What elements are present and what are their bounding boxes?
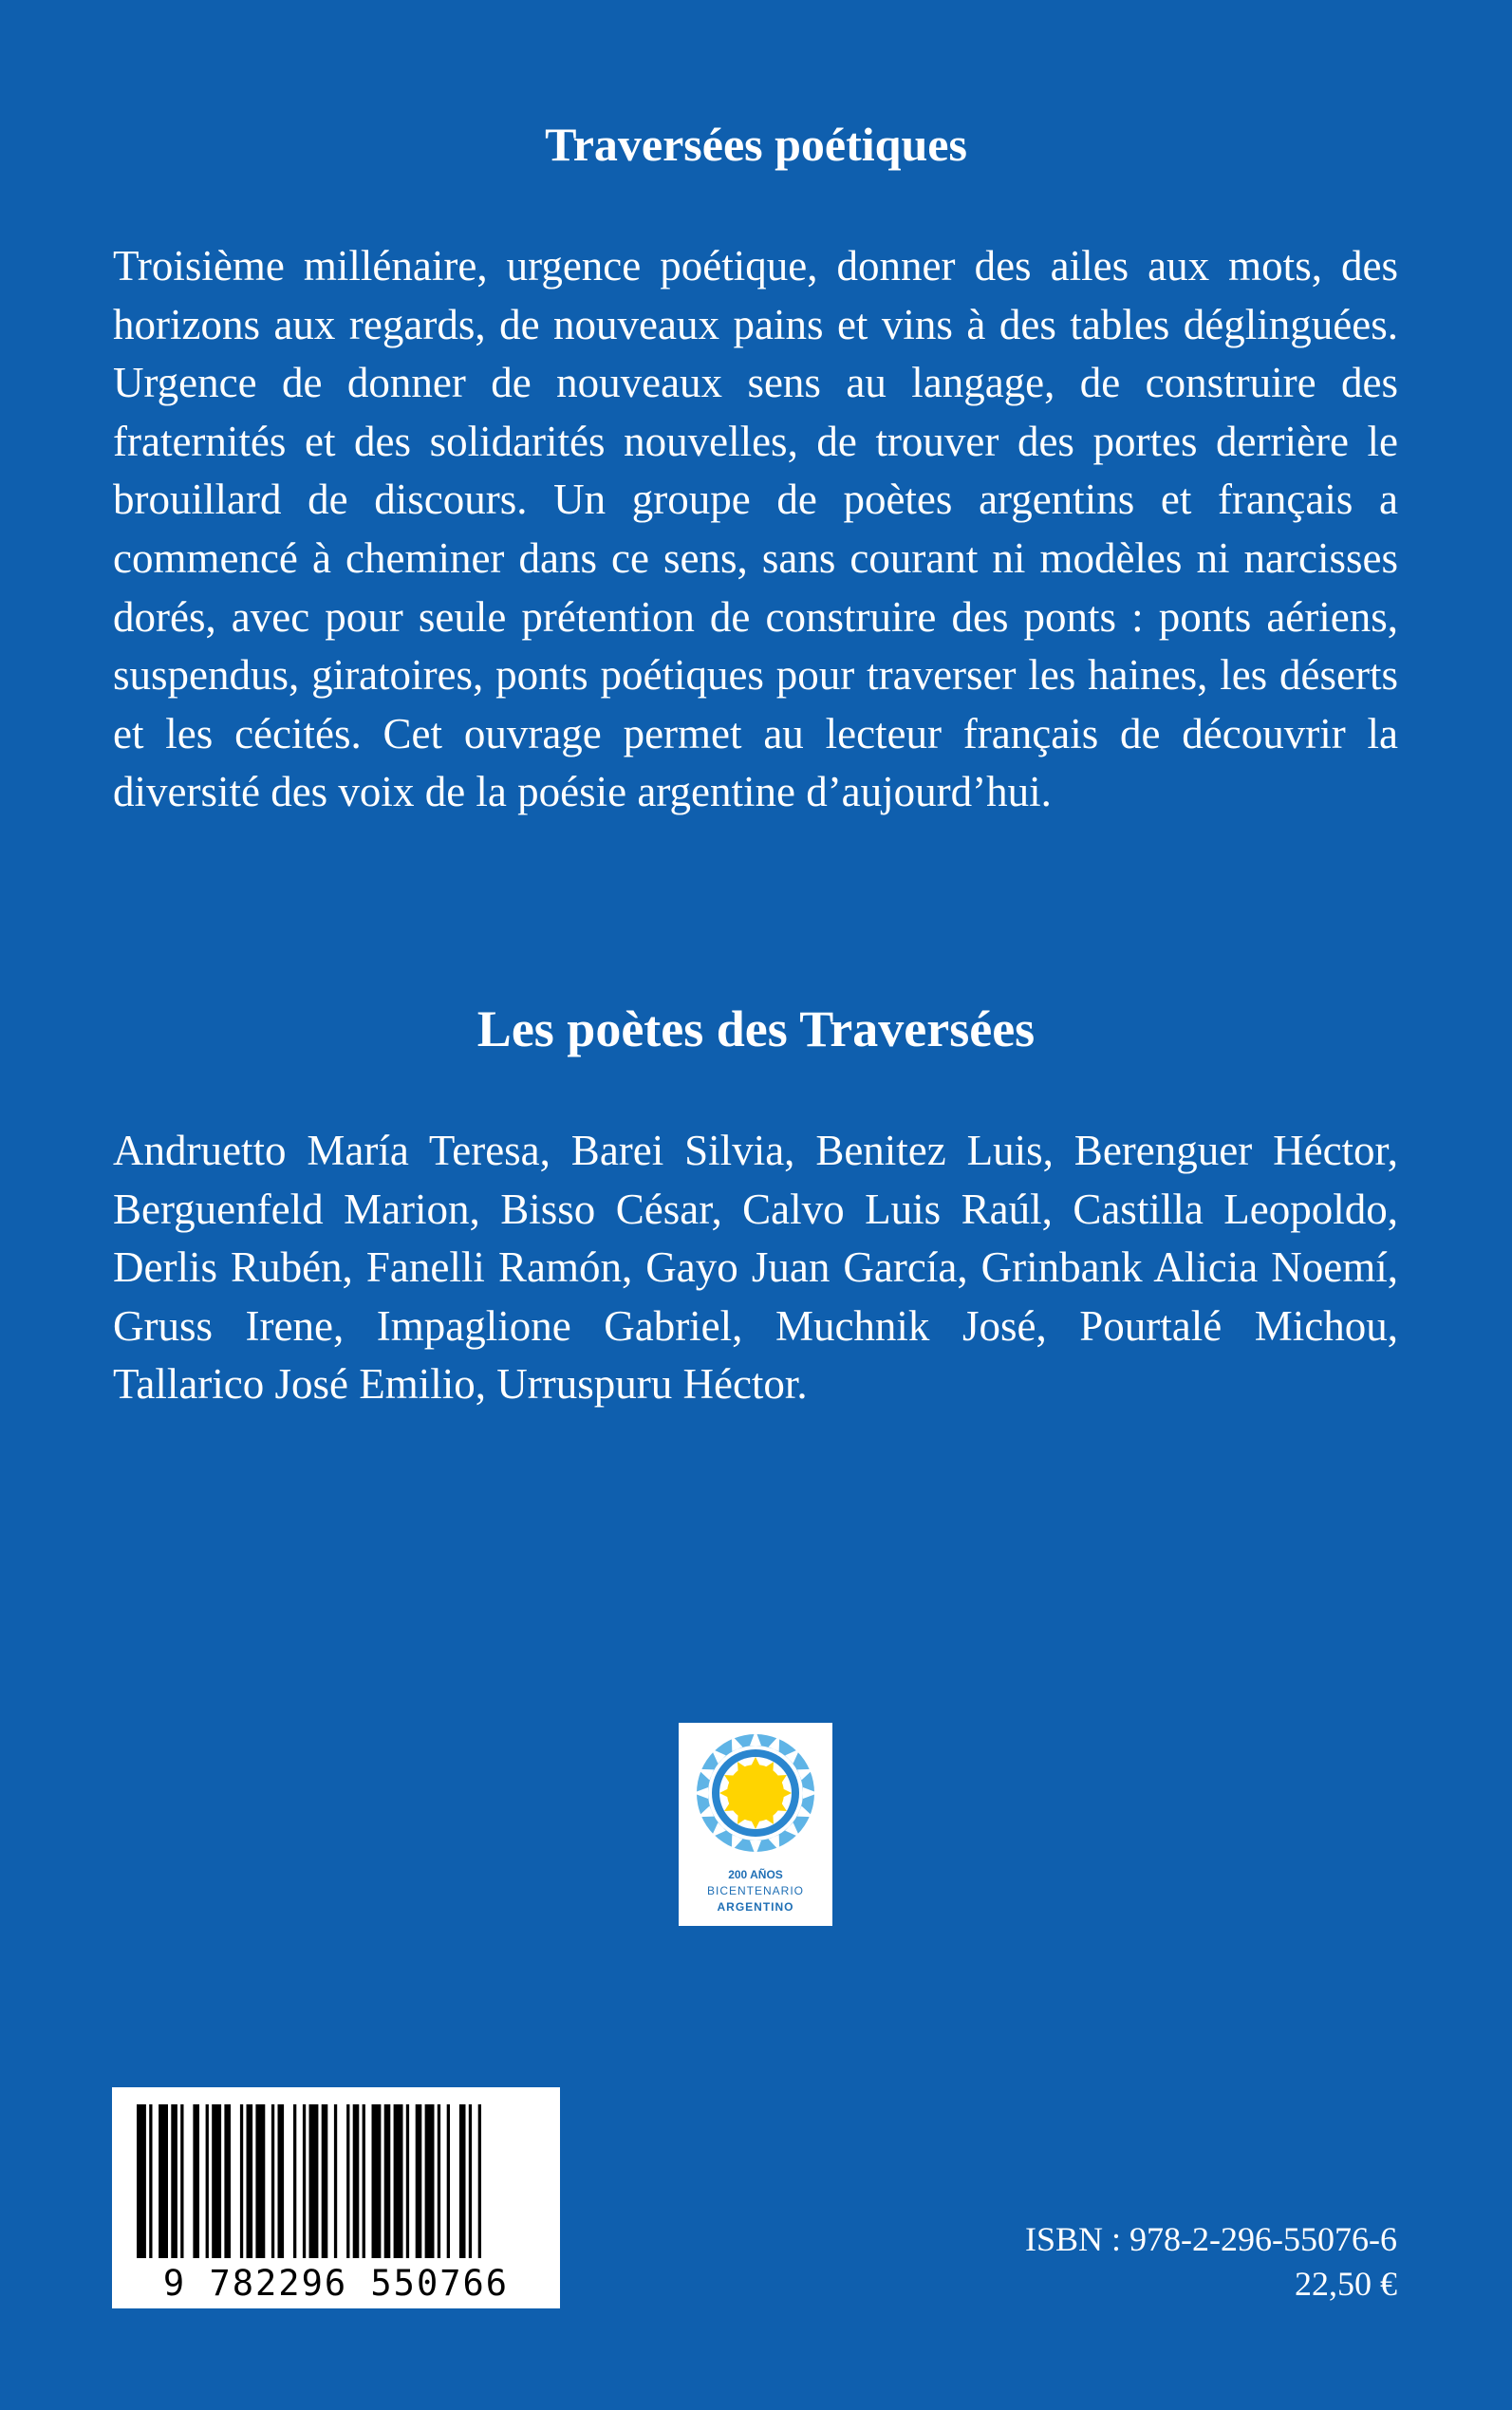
- barcode-bar: [363, 2104, 365, 2258]
- poets-heading: Les poètes des Traversées: [476, 1000, 1036, 1057]
- logo-text-bicentenario: BICENTENARIO: [706, 1884, 805, 1897]
- barcode-bar: [346, 2104, 349, 2258]
- barcode-bar: [459, 2104, 466, 2258]
- barcode-bar: [478, 2104, 481, 2258]
- barcode-bar: [406, 2104, 409, 2258]
- barcode-bar: [159, 2104, 168, 2258]
- barcode-bar: [353, 2104, 360, 2258]
- price: 22,50 €: [1295, 2265, 1397, 2303]
- barcode-bar: [212, 2104, 221, 2258]
- barcode-bar: [271, 2104, 274, 2258]
- barcode-bar: [255, 2104, 265, 2258]
- barcode-bar: [171, 2104, 177, 2258]
- barcode-bar: [149, 2104, 152, 2258]
- isbn-number: ISBN : 978-2-296-55076-6: [1025, 2220, 1397, 2258]
- barcode-bar: [447, 2104, 450, 2258]
- barcode-bar: [438, 2104, 440, 2258]
- barcode-digits: 9 782296 550766: [116, 2265, 556, 2303]
- barcode-bar: [425, 2104, 435, 2258]
- blurb-paragraph: Troisième millénaire, urgence poétique, donner des ailes aux mots, des horizons aux regards, de nouveaux pains et vins à des tables déglinguées. Urgence de donner de nouveaux sens au langage, de construire des fraternités et des solidarités nouvelles, de trouver des portes derrière le brouillard de discours. Un groupe de poètes argentins et français a commencé à cheminer dans ce sens, sans courant ni modèles ni narcisses dorés, avec pour seule prétention de construire des ponts : ponts aériens, suspendus, giratoires, ponts poétiques pour traverser les haines, les déserts et les cécités. Cet ouvrage permet au lecteur français de découvrir la diversité des voix de la poésie argentine d’aujourd’hui.: [113, 242, 1398, 816]
- logo-text-years: 200 AÑOS: [728, 1868, 783, 1881]
- book-title: Traversées poétiques: [545, 118, 967, 171]
- barcode-bar: [180, 2104, 183, 2258]
- bicentenario-sun-icon: [679, 1723, 832, 1926]
- barcode-bar: [469, 2104, 472, 2258]
- barcode-bar: [278, 2104, 285, 2258]
- barcode-bar: [309, 2104, 319, 2258]
- barcode-bar: [240, 2104, 243, 2258]
- barcode-bar: [303, 2104, 306, 2258]
- barcode-bar: [416, 2104, 422, 2258]
- barcode-bar: [384, 2104, 391, 2258]
- barcode-bar: [334, 2104, 337, 2258]
- barcode-bar: [322, 2104, 328, 2258]
- bicentenario-logo: [679, 1723, 832, 1926]
- barcode-bar: [247, 2104, 253, 2258]
- barcode-bar: [193, 2104, 199, 2258]
- logo-text-argentino: ARGENTINO: [717, 1900, 794, 1914]
- barcode-bar: [394, 2104, 403, 2258]
- barcode: [112, 2087, 560, 2308]
- barcode-bar: [372, 2104, 382, 2258]
- barcode-bar: [224, 2104, 231, 2258]
- poets-list: Andruetto María Teresa, Barei Silvia, Benitez Luis, Berenguer Héctor, Berguenfeld Marion, Bisso César, Calvo Luis Raúl, Castilla Leopoldo, Derlis Rubén, Fanelli Ramón, Gayo Juan García, Grinbank Alicia Noemí, Gruss Irene, Impaglione Gabriel, Muchnik José, Pourtalé Michou, Tallarico José Emilio, Urruspuru Héctor.: [113, 1127, 1398, 1409]
- barcode-bar: [206, 2104, 209, 2258]
- barcode-bar: [293, 2104, 296, 2258]
- barcode-bar: [137, 2104, 146, 2258]
